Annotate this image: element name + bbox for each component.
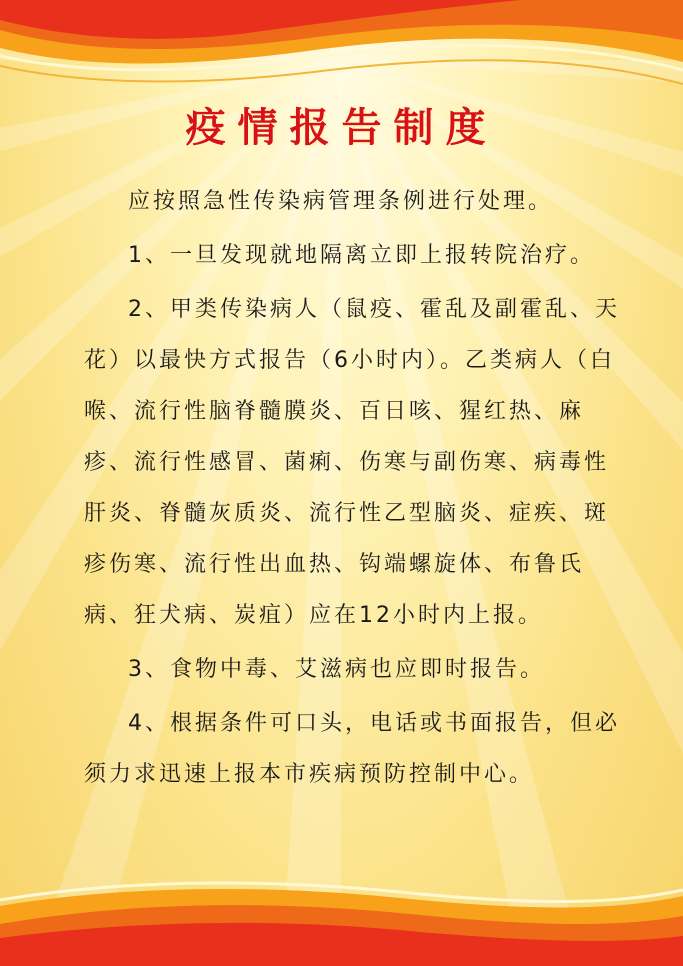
bottom-wave-decoration xyxy=(0,876,683,966)
top-wave-decoration xyxy=(0,0,683,110)
paragraph-item-2: 2、甲类传染病人（鼠疫、霍乱及副霍乱、天花）以最快方式报告（6小时内）。乙类病人（白喉、流行性脑脊髓膜炎、百日咳、猩红热、麻疹、流行性感冒、菌痢、伤寒与副伤寒、病毒性肝炎、脊髓灰质炎、流行性乙型脑炎、症疾、斑疹伤寒、流行性出血热、钩端螺旋体、布鲁氏病、狂犬病、炭疽）应在12小时内上报。 xyxy=(84,297,620,628)
paragraph-intro: 应按照急性传染病管理条例进行处理。 xyxy=(128,189,554,214)
poster-body xyxy=(84,176,624,800)
paragraph-item-3: 3、食物中毒、艾滋病也应即时报告。 xyxy=(128,657,545,682)
paragraph-item-1: 1、一旦发现就地隔离立即上报转院治疗。 xyxy=(128,243,595,268)
poster-title: 疫情报告制度 xyxy=(185,105,498,151)
paragraph-item-4: 4、根据条件可口头，电话或书面报告，但必须力求迅速上报本市疾病预防控制中心。 xyxy=(84,711,620,787)
